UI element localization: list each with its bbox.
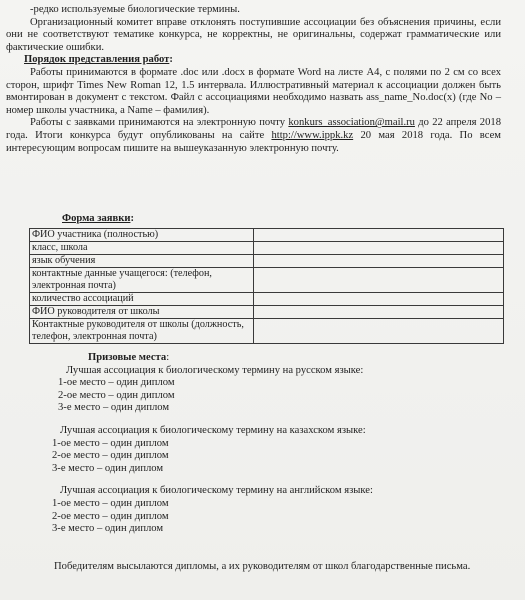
form-label: язык обучения [30,255,254,268]
email-text-end: 20 мая 2018 года. По всем интересующим вопросам пишите на вышеуказанную электронную почту. [6,129,501,154]
form-value[interactable] [254,268,504,293]
form-value[interactable] [254,306,504,319]
prize-block-english [52,485,492,535]
form-value[interactable] [254,255,504,268]
form-label: ФИО руководителя от школы [30,306,254,319]
prize-place: 1-ое место – один диплом [52,497,169,509]
form-title-text: Форма заявки [62,213,131,224]
table-row [30,319,504,344]
rare-terms-line: -редко используемые биологические термины. [30,4,240,15]
requirements-section [6,4,501,155]
table-row [30,242,504,255]
form-label: класс, школа [30,242,254,255]
form-label: контактные данные учащегося: (телефон, электронная почта) [30,268,254,293]
prize-place: 1-ое место – один диплом [52,437,169,449]
form-value[interactable] [254,319,504,344]
footer-paragraph: Победителям высылаются дипломы, а их руководителям от школ благодарственные письма. [54,561,471,572]
prizes-section [52,352,492,536]
table-row [30,306,504,319]
table-row [30,255,504,268]
table-row [30,229,504,242]
prize-place: 3-е место – один диплом [58,402,170,414]
form-title [62,213,134,224]
application-form-table [29,228,504,344]
order-heading-colon: : [169,54,173,66]
prize-place: 2-ое место – один диплом [58,389,175,401]
form-value[interactable] [254,293,504,306]
prize-place: 2-ое место – один диплом [52,510,169,522]
prize-place: 3-е место – один диплом [52,523,164,535]
site-link[interactable]: http://www.ippk.kz [271,129,354,141]
table-row [30,293,504,306]
email-paragraph [6,117,501,155]
form-value[interactable] [254,242,504,255]
form-title-colon: : [130,213,134,224]
reject-paragraph: Организационный комитет вправе отклонять поступившие ассоциации без объяснения причины, если они не соответствуют тематике конкурса, не корректны, не оригинальны, содержат грамматические или фактические ошибки. [6,16,501,53]
prize-heading: Лучшая ассоциация к биологическому термину на английском языке: [60,485,373,497]
prize-heading: Лучшая ассоциация к биологическому термину на русском языке: [66,364,364,376]
email-text-mid: до 22 апреля 2018 года. Итоги конкурса будут опубликованы на сайте [6,117,501,141]
order-heading-text: Порядок представления работ [24,54,170,66]
prizes-title [88,352,492,365]
form-label: ФИО участника (полностью) [30,229,254,242]
prize-heading: Лучшая ассоциация к биологическому термину на казахском языке: [60,424,366,436]
email-text-start: Работы с заявками принимаются на электронную почту [30,117,289,129]
format-paragraph: Работы принимаются в формате .doc или .docx в формате Word на листе А4, с полями по 2 см со всех сторон, шрифт Times New Roman 12, 1.5 интервала. Иллюстративный материал к ассоциации должен быть вмонтирован в документ с текстом. Файл с ассоциациями необходимо назвать ass_name_No.doc(x) (где No – номер школы участника, а Name – фамилия). [6,66,501,116]
prizes-title-text: Призовые места [88,352,167,363]
prize-block-kazakh [52,425,492,475]
form-label: Контактные руководителя от школы (должность, телефон, электронная почта) [30,319,254,344]
prize-block-russian [58,365,492,415]
footer-section [30,561,503,574]
form-label: количество ассоциаций [30,293,254,306]
email-link[interactable]: konkurs_association@mail.ru [288,117,415,129]
prize-place: 2-ое место – один диплом [52,450,169,462]
form-value[interactable] [254,229,504,242]
order-heading [24,54,501,67]
prize-place: 1-ое место – один диплом [58,377,175,389]
table-row [30,268,504,293]
prizes-title-colon: : [166,352,170,363]
prize-place: 3-е место – один диплом [52,462,164,474]
